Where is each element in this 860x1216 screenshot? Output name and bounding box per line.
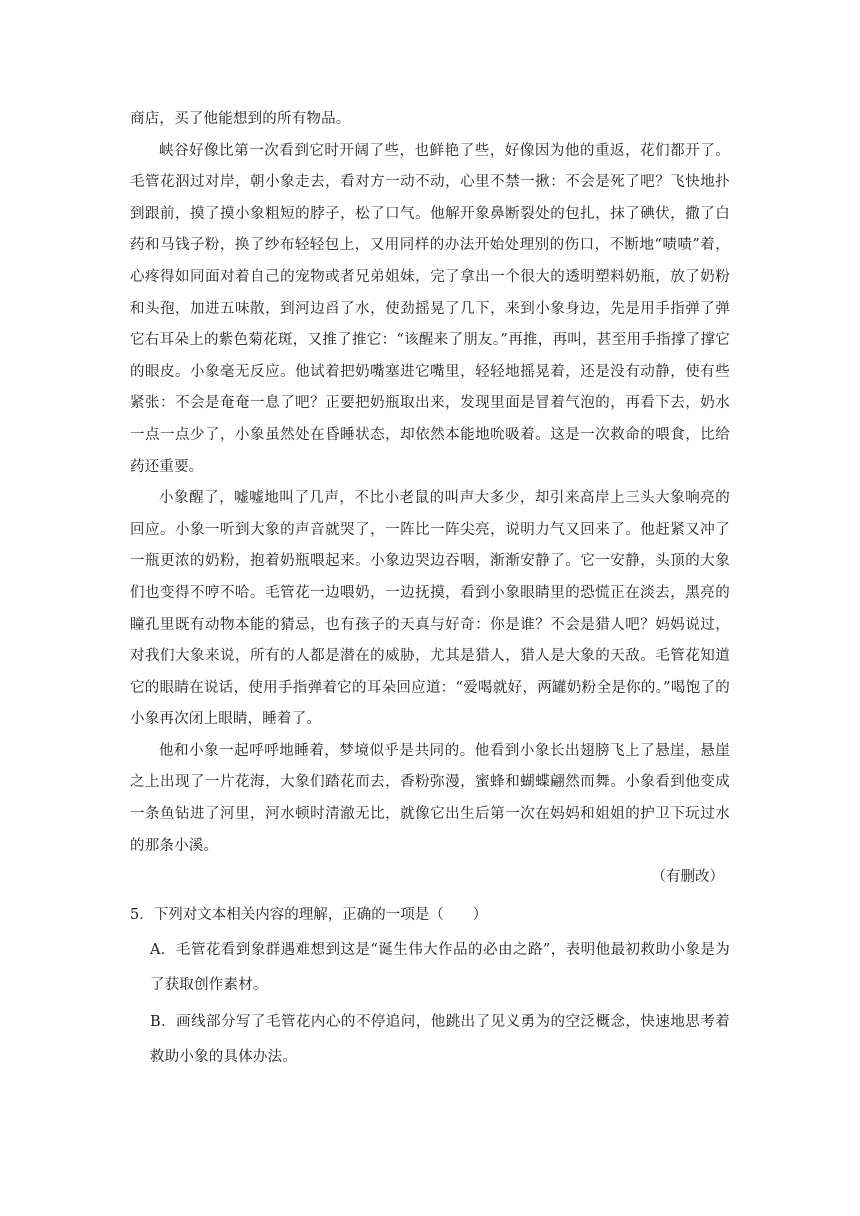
paragraph-elephant-wakes: 小象醒了，嘘嘘地叫了几声，不比小老鼠的叫声大多少，却引来高岸上三头大象响亮的回应。小象一听到大象的声音就哭了，一阵比一阵尖亮，说明力气又回来了。他赶紧又冲了一瓶更浓的奶粉，抱着奶瓶喂起来。小象边哭边吞咽，渐渐安静了。它一安静，头顶的大象们也变得不哼不哈。毛管花一边喂奶，一边抚摸，看到小象眼睛里的恐慌正在淡去，黑亮的瞳孔里既有动物本能的猜忌，也有孩子的天真与好奇：你是谁？不会是猎人吧？妈妈说过，对我们大象来说，所有的人都是潜在的威胁，尤其是猎人，猎人是大象的天敌。毛管花知道它的眼睛在说话，使用手指弹着它的耳朵回应道：“爱喝就好，两罐奶粉全是你的。”喝饱了的小象再次闭上眼睛，睡着了。: [130, 490, 730, 728]
source-note: （有删改）: [651, 869, 724, 886]
paragraph-continuation: 商店，买了他能想到的所有物品。: [130, 111, 351, 127]
paragraph-canyon: 峡谷好像比第一次看到它时开阔了些，也鲜艳了些，好像因为他的重返，花们都开了。毛管花泅过对岸，朝小象走去，看对方一动不动，心里不禁一揪：不会是死了吧？飞快地扑到跟前，摸了摸小象粗短的脖子，松了口气。他解开象鼻断裂处的包扎，抹了碘伏，撒了白药和马钱子粉，换了纱布轻轻包上，又用同样的办法开始处理别的伤口，不断地“啧啧”着，心疼得如同面对着自己的宠物或者兄弟姐妹，完了拿出一个很大的透明塑料奶瓶，放了奶粉和头孢，加进五味散，到河边舀了水，使劲摇晃了几下，来到小象身边，先是用手指弹了弹它右耳朵上的紫色菊花斑，又推了推它：“该醒来了朋友。”再推，再叫，甚至用手指撑了撑它的眼皮。小象毫无反应。他试着把奶嘴塞进它嘴里，轻轻地摇晃着，还是没有动静，使有些紧张：不会是奄奄一息了吧？正要把奶瓶取出来，发现里面是冒着气泡的，再看下去，奶水一点一点少了，小象虽然处在昏睡状态，却依然本能地吮吸着。这是一次救命的喂食，比给药还重要。: [130, 142, 730, 475]
option-a: A．毛管花看到象群遇难想到这是“诞生伟大作品的必由之路”，表明他最初救助小象是为了获取创作素材。: [150, 942, 730, 994]
question-stem: 5．下列对文本相关内容的理解，正确的一项是（ ）: [130, 906, 488, 923]
option-b: B．画线部分写了毛管花内心的不停追问，他跳出了见义勇为的空泛概念，快速地思考着救助小象的具体办法。: [150, 1014, 730, 1066]
document-page: [130, 104, 730, 1075]
paragraph-dream: 他和小象一起呼呼地睡着，梦境似乎是共同的。他看到小象长出翅膀飞上了悬崖，悬崖之上出现了一片花海，大象们踏花而去，香粉弥漫，蜜蜂和蝴蝶翩然而舞。小象看到他变成一条鱼钻进了河里，河水顿时清澈无比，就像它出生后第一次在妈妈和姐姐的护卫下玩过水的那条小溪。: [130, 742, 730, 854]
